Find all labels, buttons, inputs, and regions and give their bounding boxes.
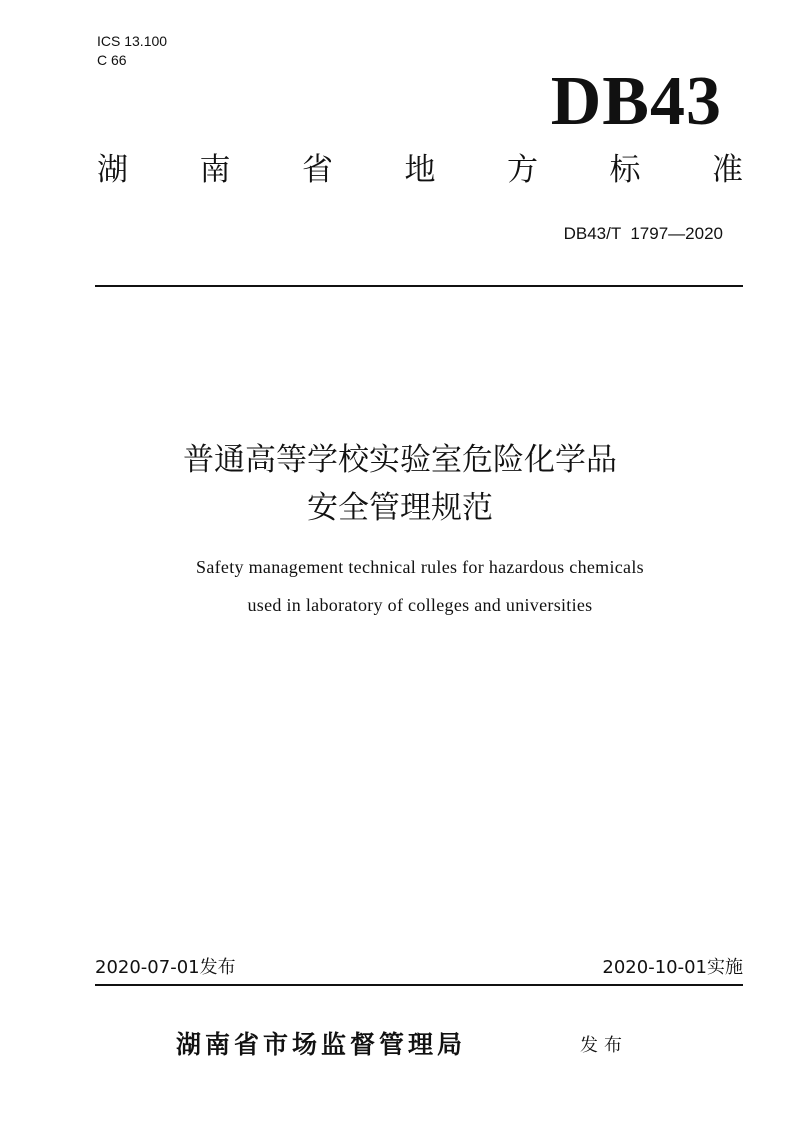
standard-type-char: 省 [302, 152, 333, 188]
standard-type-char: 方 [507, 152, 538, 188]
dates-row [95, 956, 743, 980]
ccs-code: C 66 [97, 52, 127, 68]
publish-date: 2020-07-01发布 [95, 957, 236, 978]
top-divider [95, 285, 743, 287]
title-cn-line2: 安全管理规范 [307, 490, 493, 526]
effective-date: 2020-10-01实施 [602, 957, 743, 978]
standard-type-char: 标 [609, 152, 641, 188]
standard-type-char: 准 [712, 152, 743, 188]
ics-code: ICS 13.100 [97, 33, 168, 49]
classification-codes [97, 32, 167, 70]
bottom-divider [95, 984, 743, 986]
standard-type-char: 湖 [97, 152, 128, 188]
issuing-authority: 湖南省市场监督管理局 [176, 1030, 467, 1059]
title-en-line1: Safety management technical rules for hazardous chemicals [196, 557, 644, 577]
title-cn-line1: 普通高等学校实验室危险化学品 [183, 442, 617, 478]
standard-number: DB43/T 1797—2020 [563, 224, 723, 243]
issue-label: 发布 [580, 1035, 628, 1056]
standard-type [97, 150, 743, 190]
standard-logo: DB43 [550, 63, 722, 140]
standard-type-char: 地 [404, 152, 436, 188]
title-en-line2: used in laboratory of colleges and universities [247, 595, 593, 615]
standard-type-char: 南 [199, 152, 231, 188]
